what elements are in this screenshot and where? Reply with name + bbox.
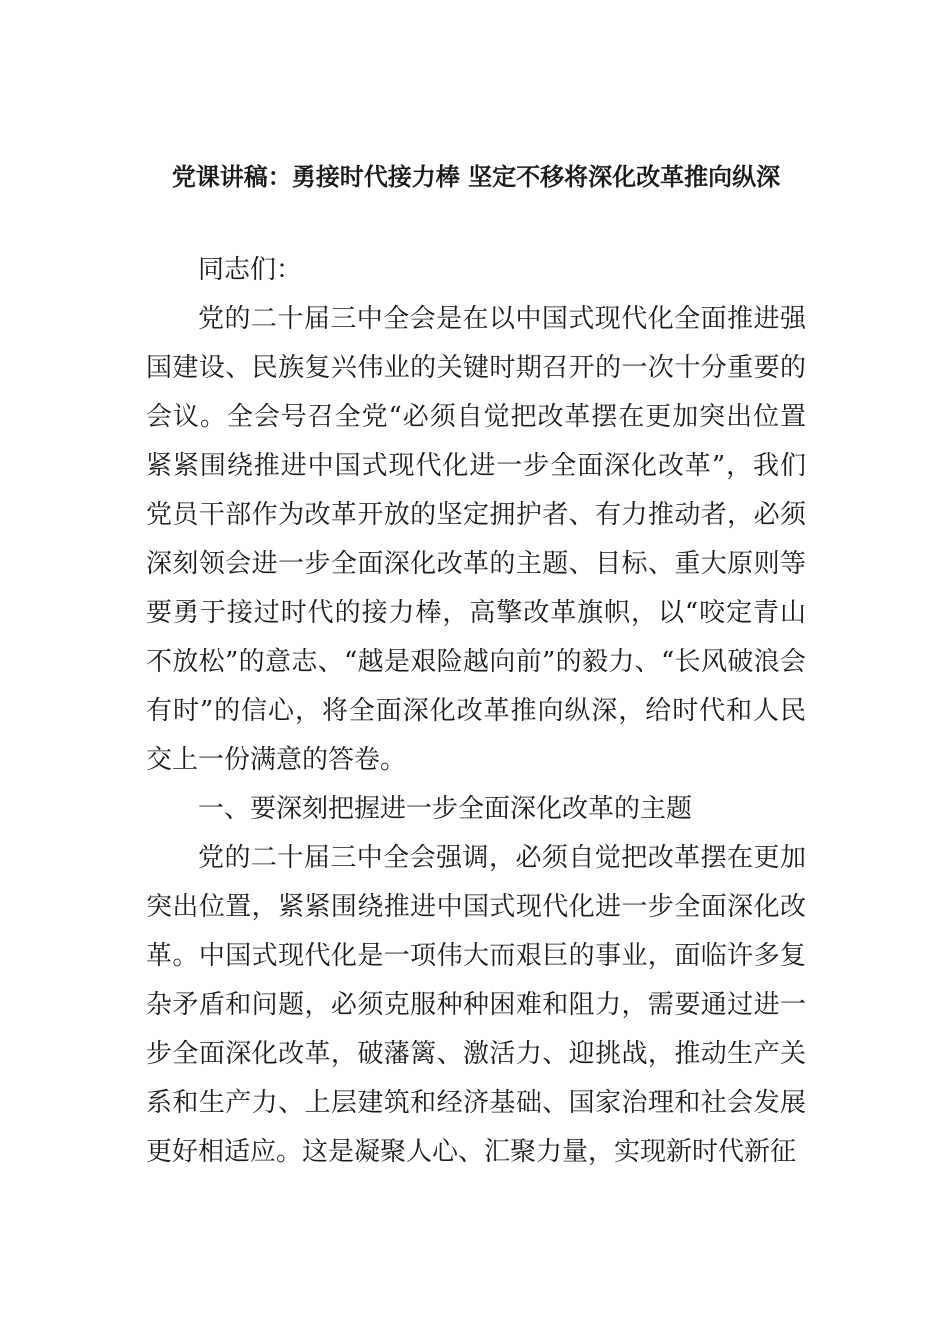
document-title: 党课讲稿：勇接时代接力棒 坚定不移将深化改革推向纵深	[171, 162, 781, 191]
section-heading-1: 一、要深刻把握进一步全面深化改革的主题	[198, 794, 693, 824]
salutation: 同志们：	[198, 255, 303, 285]
paragraph-section-1: 党的二十届三中全会强调，必须自觉把改革摆在更加突出位置，紧紧围绕推进中国式现代化进一步全面深化改革。中国式现代化是一项伟大而艰巨的事业，面临许多复杂矛盾和问题，必须克服种种困难和阻力，需要通过进一步全面深化改革，破藩篱、激活力、迎挑战，推动生产关系和生产力、上层建筑和经济基础、国家治理和社会发展更好相适应。这是凝聚人心、汇聚力量，实现新时代新征	[146, 843, 806, 1167]
paragraph-intro: 党的二十届三中全会是在以中国式现代化全面推进强国建设、民族复兴伟业的关键时期召开的一次十分重要的会议。全会号召全党“必须自觉把改革摆在更加突出位置紧紧围绕推进中国式现代化进一步全面深化改革”，我们党员干部作为改革开放的坚定拥护者、有力推动者，必须深刻领会进一步全面深化改革的主题、目标、重大原则等要勇于接过时代的接力棒，高擎改革旗帜，以“咬定青山不放松”的意志、“越是艰险越向前”的毅力、“长风破浪会有时”的信心，将全面深化改革推向纵深，给时代和人民交上一份满意的答卷。	[146, 304, 806, 775]
document-body	[146, 246, 806, 1177]
